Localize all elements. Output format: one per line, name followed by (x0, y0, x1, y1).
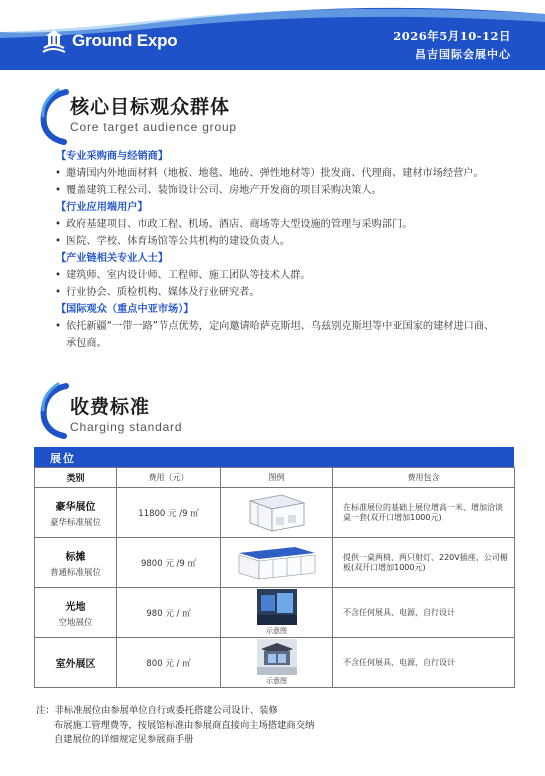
standard-booth-illustration (235, 543, 319, 583)
page-header (0, 0, 545, 70)
table-row (35, 488, 515, 538)
audience-item: • 覆盖建筑工程公司、装饰设计公司、房地产开发商的项目采购决策人。 (54, 182, 504, 199)
fee-title-cn: 收费标准 (70, 396, 151, 418)
table-header-row (35, 468, 515, 488)
audience-item: • 建筑师、室内设计师、工程师、施工团队等技术人群。 (54, 267, 504, 284)
table-row (35, 588, 515, 638)
raw-space-illustration (257, 589, 297, 625)
booth-includes: 在标准展位的基础上展位增高一米、增加洽谈桌一套(双开口增加1000元) (333, 488, 515, 538)
audience-category: 【专业采购商与经销商】 (56, 151, 169, 162)
col-header-example: 图例 (221, 468, 333, 488)
booth-image-cell (221, 588, 333, 638)
booth-type: 豪华展位 (55, 501, 96, 513)
audience-list (54, 148, 504, 352)
note-line: 自建展位的详细规定见参展商手册 (54, 734, 194, 745)
booth-image-cell (221, 538, 333, 588)
image-caption: 示意图 (266, 627, 287, 635)
col-header-type: 类别 (35, 468, 117, 488)
col-header-includes: 费用包含 (333, 468, 515, 488)
audience-item: • 医院、学校、体育场馆等公共机构的建设负责人。 (54, 233, 504, 250)
booth-image-cell (221, 488, 333, 538)
ground-expo-logo[interactable] (40, 28, 177, 54)
booth-type-cell (35, 538, 117, 588)
booth-fee: 980 元 / ㎡ (117, 588, 221, 638)
audience-category: 【产业链相关专业人士】 (56, 253, 169, 264)
booth-type: 标摊 (65, 551, 86, 563)
table-row (35, 538, 515, 588)
audience-title-en: Core target audience group (70, 120, 237, 134)
fee-notes (36, 704, 314, 748)
booth-type: 光地 (65, 601, 86, 613)
booth-type: 室外展区 (55, 659, 96, 670)
audience-section-heading (40, 88, 237, 134)
event-venue: 昌吉国际会展中心 (415, 48, 511, 61)
booth-fee: 800 元 / ㎡ (117, 638, 221, 688)
audience-item: • 政府基建项目、市政工程、机场、酒店、商场等大型设施的管理与采购部门。 (54, 216, 504, 233)
fee-title-en: Charging standard (70, 420, 183, 434)
fee-table (34, 447, 514, 688)
logo-building-icon (40, 28, 66, 54)
fee-table-title: 展位 (34, 447, 514, 467)
booth-type-cell (35, 588, 117, 638)
audience-title-cn: 核心目标观众群体 (70, 96, 231, 118)
booth-includes: 不含任何展具、电源，自行设计 (333, 638, 515, 688)
section-arc-decoration (40, 382, 70, 440)
deluxe-booth-illustration (242, 491, 312, 535)
image-caption: 示意图 (266, 677, 287, 685)
booth-type-cell (35, 488, 117, 538)
event-info (393, 28, 511, 62)
event-date: 2026年5月10-12日 (393, 29, 511, 43)
col-header-fee: 费用（元） (117, 468, 221, 488)
booth-type-cell (35, 638, 117, 688)
booth-type-sub: 空地展位 (58, 617, 93, 628)
booth-includes: 提供一桌两椅、两只射灯、220V插座、公司楣板(双开口增加1000元) (333, 538, 515, 588)
fee-section-heading (40, 382, 182, 434)
audience-item: • 邀请国内外地面材料（地板、地毯、地砖、弹性地材等）批发商、代理商、建材市场经营户。 (54, 165, 504, 182)
booth-image-cell (221, 638, 333, 688)
booth-fee: 9800 元 /9 ㎡ (117, 538, 221, 588)
booth-type-sub: 普通标准展位 (49, 567, 101, 578)
audience-category: 【国际观众（重点中亚市场）】 (56, 304, 194, 315)
booth-includes: 不含任何展具、电源，自行设计 (333, 588, 515, 638)
audience-category: 【行业应用端用户】 (56, 202, 148, 213)
outdoor-area-illustration (257, 639, 297, 675)
audience-item: • 依托新疆“一带一路”节点优势，定向邀请哈萨克斯坦、乌兹别克斯坦等中亚国家的建材进口商、承包商。 (54, 318, 504, 352)
note-line: 注：非标准展位由参展单位自行或委托搭建公司设计、装修 (36, 705, 278, 716)
note-line: 布展施工管理费等，按展馆标准由参展商直接向主场搭建商交纳 (54, 719, 315, 731)
booth-fee: 11800 元 /9 ㎡ (117, 488, 221, 538)
table-row (35, 638, 515, 688)
logo-text: Ground Expo (72, 31, 178, 50)
audience-item: • 行业协会、质检机构、媒体及行业研究者。 (54, 284, 504, 301)
section-arc-decoration (40, 88, 70, 146)
booth-type-sub: 豪华标准展位 (49, 517, 101, 528)
